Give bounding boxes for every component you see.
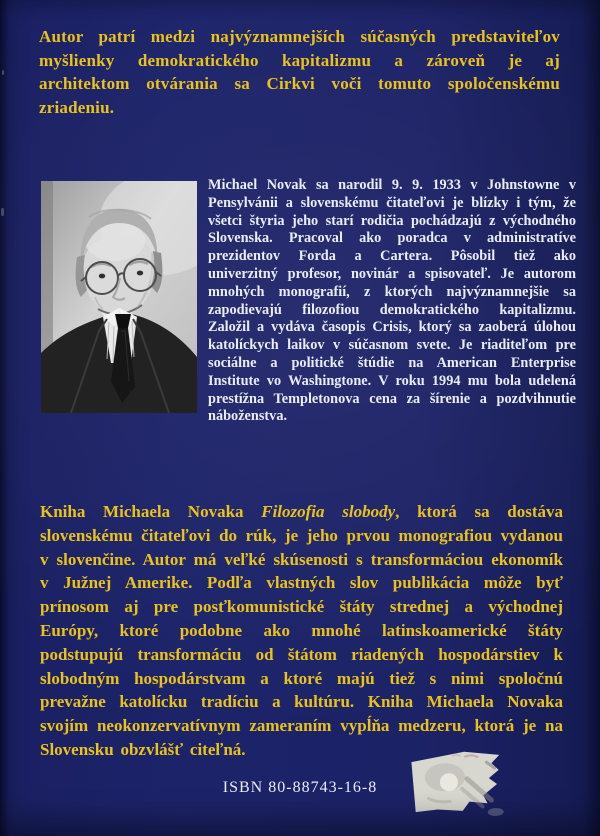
summary-text-lead: Kniha Michaela Novaka: [40, 502, 262, 521]
scan-speck: [1, 208, 4, 216]
scan-speck: [2, 70, 4, 75]
isbn-text: ISBN 80-88743-16-8: [222, 779, 378, 796]
book-title: Filozofia slobody: [261, 502, 396, 521]
book-summary: [40, 500, 563, 762]
summary-text-rest: , ktorá sa dostáva slovenskému čitateľovi do rúk, je jeho prvou monografiou vydanou v slovenčine. Autor má veľké skúsenosti s transformáciou ekonomík v Južnej Amerike. Podľa vlastných slov publikácia môže byť prínosom aj pre posťkomunistické štáty strednej a východnej Európy, ktoré podobne ako mnohé latinskoamerické štáty podstupujú transformáciu od štátom riadených hospodárstiev k slobodným hospodárstvam a ktoré majú tiež s nimi spoločnú prevažne katolícku tradíciu a kultúru. Kniha Michaela Novaka svojím neokonzervatívnym zameraním vypĺňa medzeru, ktorá je na Slovensku obzvlášť citeľná.: [40, 502, 563, 759]
author-portrait-photo-icon: [41, 181, 197, 413]
top-quote: Autor patrí medzi najvýznamnejších súčasných predstaviteľov myšlienky demokratického kapitalizmu a zároveň je aj architektom otvárania sa Cirkvi voči tomuto spoločenskému zriadeniu.: [39, 27, 560, 117]
author-bio: Michael Novak sa narodil 9. 9. 1933 v Johnstowne v Pensylvánii a slovenskému čitateľovi je blízky i tým, že všetci štyria jeho starí rodičia pochádzajú z východného Slovenska. Pracoval ako poradca v administratíve prezidentov Forda a Cartera. Pôsobil tiež ako univerzitný profesor, novinár a spisovateľ. Je autorom mnohých monografií, z ktorých najvýznamnejšie sa zapodievajú filozofiou demokratického kapitalizmu. Založil a vydáva časopis Crisis, ktorý sa zaoberá úlohou katolíckych laikov v súčasnom svete. Je riaditeľom pre sociálne a politické štúdie na American Enterprise Institute vo Washingtone. V roku 1994 mu bola udelená prestížna Templetonova cena za šírenie a pozdvihnutie náboženstva.: [208, 177, 576, 425]
author-photo: [41, 181, 197, 413]
